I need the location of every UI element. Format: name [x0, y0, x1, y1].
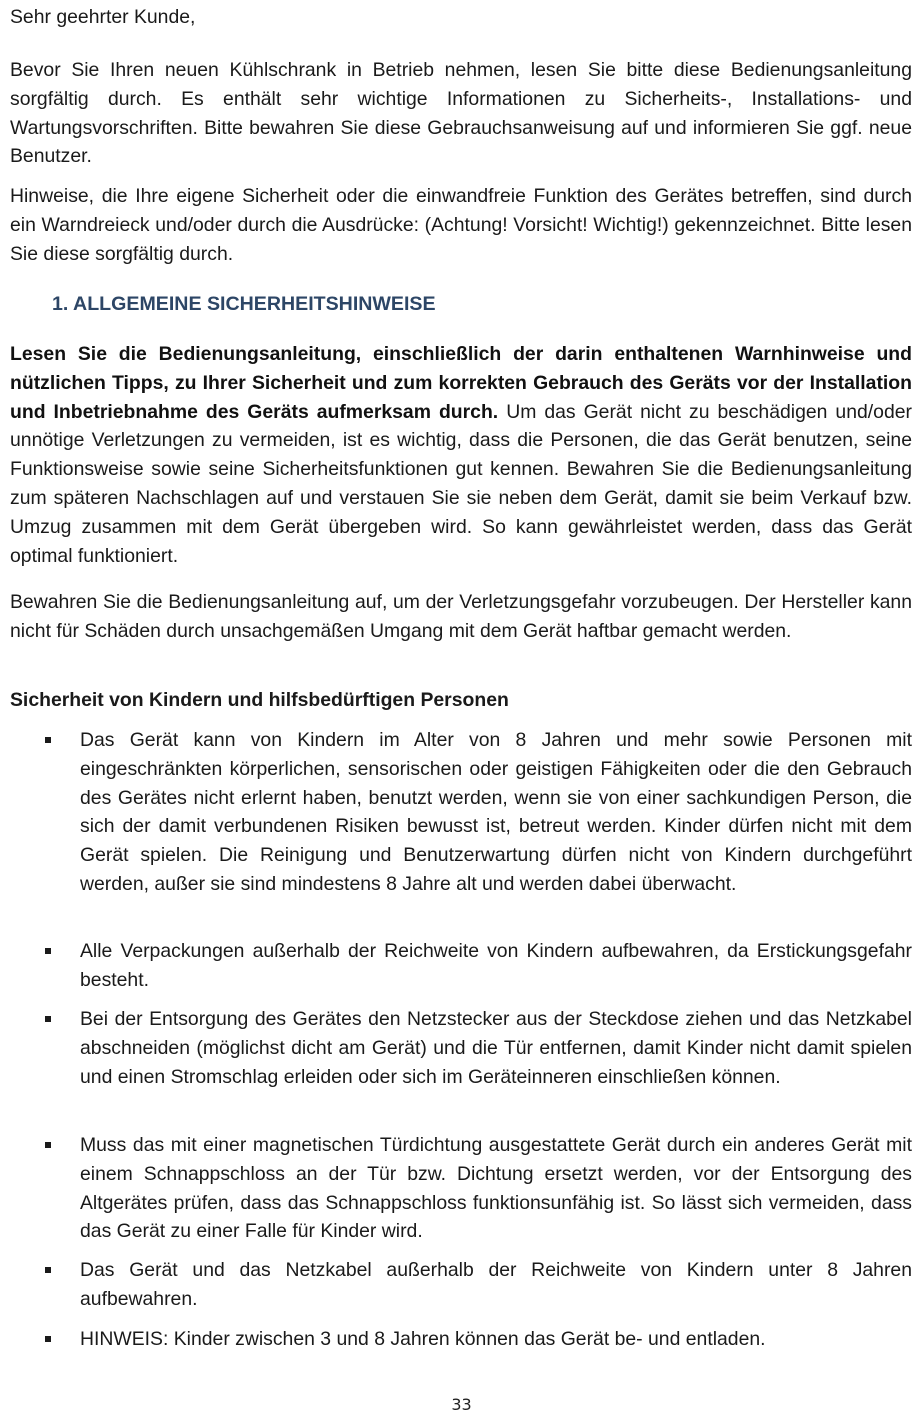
list-item [80, 1256, 912, 1314]
list-item [80, 726, 912, 899]
intro-paragraph: Bevor Sie Ihren neuen Kühlschrank in Betrieb nehmen, lesen Sie bitte diese Bedienungsanleitung sorgfältig durch. Es enthält sehr wichtige Informationen zu Sicherheits-, Installations- und Wartungsvorschriften. Bitte bewahren Sie diese Gebrauchsanweisung auf und informieren Sie ggf. neue Benutzer. [10, 59, 912, 168]
child-safety-subheading: Sicherheit von Kindern und hilfsbedürftigen Personen [10, 689, 509, 711]
square-bullet-icon [45, 737, 51, 743]
notice-paragraph: Hinweise, die Ihre eigene Sicherheit oder die einwandfreie Funktion des Gerätes betreffen, sind durch ein Warndreieck und/oder durch die Ausdrücke: (Achtung! Vorsicht! Wichtig!) gekennzeichnet. Bitte lesen Sie diese sorgfältig durch. [10, 185, 912, 265]
list-item-text: Das Gerät und das Netzkabel außerhalb der Reichweite von Kindern unter 8 Jahren aufbewahren. [80, 1259, 912, 1310]
liability-paragraph: Bewahren Sie die Bedienungsanleitung auf, um der Verletzungsgefahr vorzubeugen. Der Hersteller kann nicht für Schäden durch unsachgemäßen Umgang mit dem Gerät haftbar gemacht werden. [10, 591, 912, 642]
square-bullet-icon [45, 1336, 51, 1342]
lead-continuation-text: Um das Gerät nicht zu beschädigen und/oder unnötige Verletzungen zu vermeiden, ist es wichtig, dass die Personen, die das Gerät benutzen, seine Funktionsweise sowie seine Sicherheitsfunktionen gut kennen. Bewahren Sie die Bedienungsanleitung zum späteren Nachschlagen auf und verstauen Sie sie neben dem Gerät, damit sie beim Verkauf bzw. Umzug zusammen mit dem Gerät übergeben wird. So kann gewährleistet werden, dass das Gerät optimal funktioniert. [10, 400, 912, 567]
list-item [80, 1325, 912, 1354]
list-item-text: Das Gerät kann von Kindern im Alter von 8 Jahren und mehr sowie Personen mit eingeschränkten körperlichen, sensorischen oder geistigen Fähigkeiten oder die den Gebrauch des Gerätes nicht erlernt haben, benutzt werden, wenn sie von einer sachkundigen Person, die sich der damit verbundenen Risiken bewusst ist, betreut werden. Kinder dürfen nicht mit dem Gerät spielen. Die Reinigung und Benutzerwartung dürfen nicht von Kindern durchgeführt werden, außer sie sind mindestens 8 Jahre alt und werden dabei überwacht. [80, 729, 912, 895]
square-bullet-icon [45, 948, 51, 954]
list-item-text: Alle Verpackungen außerhalb der Reichweite von Kindern aufbewahren, da Erstickungsgefahr besteht. [80, 940, 912, 991]
page-number: 33 [451, 1395, 472, 1414]
square-bullet-icon [45, 1267, 51, 1273]
bold-lead-text: Lesen Sie die Bedienungsanleitung, einschließlich der darin enthaltenen Warnhinweise und nützlichen Tipps, zu Ihrer Sicherheit und zum korrekten Gebrauch des Geräts vor der Installation und Inbetriebnahme des Geräts aufmerksam durch. [10, 343, 912, 423]
list-item-text: HINWEIS: Kinder zwischen 3 und 8 Jahren können das Gerät be- und entladen. [80, 1328, 766, 1350]
section-heading: 1. ALLGEMEINE SICHERHEITSHINWEISE [52, 293, 436, 315]
list-item-text: Bei der Entsorgung des Gerätes den Netzstecker aus der Steckdose ziehen und das Netzkabel abschneiden (möglichst dicht am Gerät) und die Tür entfernen, damit Kinder nicht damit spielen und einen Stromschlag erleiden oder sich im Geräteinneren einschließen können. [80, 1008, 912, 1088]
list-item-text: Muss das mit einer magnetischen Türdichtung ausgestattete Gerät durch ein anderes Gerät mit einem Schnappschloss an der Tür bzw. Dichtung ersetzt werden, vor der Entsorgung des Altgerätes prüfen, dass das Schnappschloss funktionsunfähig ist. So lässt sich vermeiden, dass das Gerät zu einer Falle für Kinder wird. [80, 1134, 912, 1243]
square-bullet-icon [45, 1142, 51, 1148]
list-item [80, 937, 912, 995]
square-bullet-icon [45, 1016, 51, 1022]
salutation: Sehr geehrter Kunde, [10, 6, 196, 28]
list-item [80, 1131, 912, 1246]
safety-intro-paragraph [10, 340, 912, 570]
list-item [80, 1005, 912, 1091]
